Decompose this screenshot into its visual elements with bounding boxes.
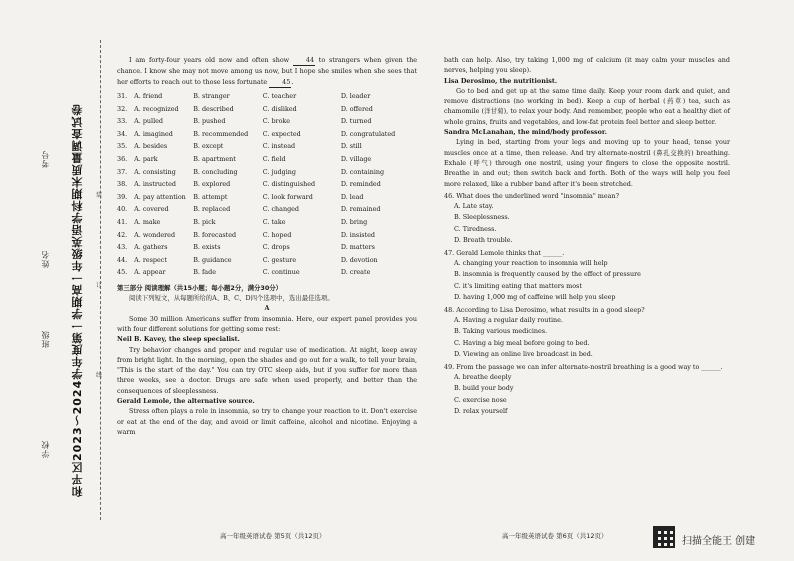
option-a: A. consisting — [134, 167, 176, 176]
speaker-3-text: Go to bed and get up at the same time daily. Keep your room dark and quiet, and remove distractions (no working in bed). Keep a cup of herbal (药草) tea, such as chamomile (洋甘菊), to relax your body. And remember, people who eat a healthy diet of whole grains, fruits and vegetables, and low-fat protein feel better and sleep better. — [444, 86, 730, 126]
option-c: C. disliked — [262, 104, 297, 113]
qn-label: 37. — [117, 167, 128, 176]
option-row — [117, 266, 417, 279]
option-b: B. pick — [193, 217, 216, 226]
option-c: C. take — [262, 217, 286, 226]
option-b: B. stranger — [193, 92, 230, 101]
option-c: C. continue — [262, 268, 300, 277]
option-b: B. attempt — [193, 192, 228, 201]
qr-code-icon — [653, 526, 675, 548]
qn-label: 35. — [117, 142, 128, 151]
blank-45: 45 — [269, 77, 291, 88]
option-row — [117, 254, 417, 267]
cut-mark-3: 线 — [96, 372, 103, 379]
option-a: A. make — [134, 217, 161, 226]
speaker-2-text: Stress often plays a role in insomnia, so try to change your reaction to it. Don't exercise or eat at the end of the day, and avoid or limit caffeine, alcohol and nicotine. Enjoying a warm — [117, 407, 417, 436]
answer-option: D. relax yourself — [454, 406, 508, 415]
answer-option: D. Breath trouble. — [454, 235, 513, 244]
option-b: B. replaced — [193, 205, 231, 214]
class-label: 班级 — [41, 330, 50, 348]
passage-label: A — [264, 304, 270, 313]
question-stem: 47. Gerald Lemole thinks that ______. — [444, 248, 565, 257]
option-row — [117, 216, 417, 229]
option-d: D. matters — [340, 243, 375, 252]
answer-option: C. Tiredness. — [454, 224, 497, 233]
question-stem: 46. What does the underlined word "insomnia" mean? — [444, 191, 619, 200]
page-5-footer: 高一年级英语试卷 第5页（共12页） — [220, 532, 326, 540]
option-a: A. park — [134, 155, 158, 163]
qn-label: 40. — [117, 205, 128, 214]
option-c: C. hoped — [262, 230, 292, 239]
option-a: A. respect — [134, 255, 167, 264]
exam-title: 和平区2023～2024学年度第一学期高一年级英语学科期末质量调查试卷 — [71, 103, 84, 497]
reading-questions — [444, 191, 730, 417]
option-b: B. exists — [193, 243, 221, 252]
passage-intro: Some 30 million Americans suffer from insomnia. Here, our expert panel provides you with four different solutions for getting some rest: — [117, 314, 417, 333]
option-c: C. changed — [262, 205, 300, 214]
option-d: D. devotion — [340, 255, 378, 264]
option-d: D. lead — [340, 192, 364, 201]
option-d: D. remained — [340, 205, 381, 214]
option-a: A. pulled — [134, 117, 163, 126]
option-a: A. gathers — [134, 243, 168, 252]
option-row — [117, 191, 417, 204]
qn-label: 31. — [117, 92, 128, 101]
section-title: 第三部分 阅读理解（共15小题；每小题2分，满分30分） — [117, 283, 283, 292]
option-b: B. explored — [193, 180, 231, 189]
option-d: D. village — [340, 155, 372, 163]
option-row — [117, 115, 417, 128]
option-a: A. appear — [134, 268, 166, 277]
answer-option: A. Having a regular daily routine. — [454, 316, 563, 325]
option-a: A. friend — [134, 92, 163, 101]
option-row — [117, 178, 417, 191]
speaker-3-name: Lisa Derosimo, the nutritionist. — [444, 76, 558, 85]
scanner-watermark: 扫描全能王 创建 — [682, 536, 756, 547]
option-b: B. fade — [193, 268, 216, 277]
question-stem: 48. According to Lisa Derosimo, what results in a good sleep? — [444, 305, 645, 314]
option-c: C. field — [262, 155, 286, 163]
binding-margin — [0, 0, 110, 561]
option-a: A. pay attention — [134, 192, 186, 201]
option-d: D. bring — [340, 217, 368, 226]
section-instruction: 阅读下列短文，从每题所给的A、B、C、D四个选项中，选出最佳选项。 — [129, 294, 334, 303]
option-d: D. still — [340, 142, 362, 151]
speaker-4-text: Lying in bed, starting from your legs and moving up to your head, tense your muscles once at a time, then release. And try alternate-nostril (鼻孔交换的) breathing. Exhale (呼气) through one nostril, using your fingers to close the opposite nostril. Breathe in and out; then switch back and forth. Both of the ways will help you feel more relaxed, like a rubber band after it's been stretched. — [444, 138, 730, 188]
qn-label: 39. — [117, 192, 128, 201]
speaker-1-text: Try behavior changes and proper and regular use of medication. At night, keep away from bright light. In the morning, open the shades and go out for a walk, to tell your brain, "This is the start of the day." You can try OTC sleep aids, but if you suffer for more than three weeks, see a doctor. Drugs are safe when used properly, and better than the consequences of sleeplessness. — [117, 345, 417, 395]
option-row — [117, 90, 417, 103]
option-row — [117, 165, 417, 178]
option-b: B. pushed — [193, 117, 226, 126]
page-6-column — [444, 55, 730, 417]
cloze-options — [117, 90, 417, 279]
answer-option: D. Viewing an online live broadcast in bed. — [454, 349, 593, 358]
option-c: C. teacher — [262, 92, 297, 101]
qn-label: 41. — [117, 217, 128, 226]
option-a: A. besides — [134, 142, 168, 151]
option-d: D. reminded — [340, 180, 381, 189]
answer-option: D. having 1,000 mg of caffeine will help you sleep — [454, 292, 616, 301]
answer-option: A. changing your reaction to insomnia will help — [454, 259, 608, 268]
option-d: D. leader — [340, 92, 371, 101]
exam-number-label: 考号 — [41, 150, 50, 168]
option-row — [117, 140, 417, 153]
cut-mark-2: 订 — [96, 282, 103, 289]
answer-option: B. Sleeplessness. — [454, 213, 510, 222]
answer-option: C. exercise nose — [454, 395, 507, 404]
answer-option: C. it's limiting eating that matters most — [454, 281, 582, 290]
speaker-1-name: Neil B. Kavey, the sleep specialist. — [117, 335, 240, 344]
option-c: C. look forward — [262, 192, 313, 201]
option-d: D. offered — [340, 104, 373, 113]
answer-option: C. Having a big meal before going to bed. — [454, 338, 590, 347]
answer-option: A. Late stay. — [454, 202, 494, 211]
cut-mark-1: 装 — [96, 192, 103, 199]
option-d: D. insisted — [340, 230, 375, 239]
answer-option: B. insomnia is frequently caused by the effect of pressure — [454, 270, 641, 279]
blank-44: 44 — [293, 55, 315, 66]
option-c: C. judging — [262, 167, 296, 176]
option-c: C. gesture — [262, 255, 297, 264]
page-6-footer: 高一年级英语试卷 第6页（共12页） — [502, 532, 608, 540]
qn-label: 36. — [117, 155, 128, 163]
option-d: D. congratulated — [340, 129, 396, 138]
option-b: B. forecasted — [193, 230, 237, 239]
cloze-ending: I am forty-four years old now and often show 44 to strangers when given the chance. I know she may not move among us now, but I hope she smiles when she sees that her efforts to reach out to those less fortunate 45. — [117, 55, 417, 88]
question-stem: 49. From the passage we can infer alternate-nostril breathing is a good way to ______. — [444, 363, 723, 371]
continued-text: bath can help. Also, try taking 1,000 mg of calcium (it may calm your muscles and nerves, helping you sleep). — [444, 56, 730, 75]
option-row — [117, 128, 417, 141]
option-b: B. recommended — [193, 129, 249, 138]
qn-label: 38. — [117, 180, 128, 189]
option-d: D. turned — [340, 117, 372, 126]
name-label: 姓名 — [41, 250, 50, 268]
option-b: B. guidance — [193, 255, 232, 264]
option-b: B. concluding — [193, 167, 238, 176]
qn-label: 33. — [117, 117, 128, 126]
answer-option: B. Taking various medicines. — [454, 327, 548, 336]
option-b: B. apartment — [193, 155, 236, 163]
option-c: C. broke — [262, 117, 291, 126]
page-5-column — [117, 55, 417, 437]
option-b: B. described — [193, 104, 234, 113]
qn-label: 32. — [117, 104, 128, 113]
option-d: D. containing — [340, 167, 385, 176]
qn-label: 45. — [117, 268, 128, 277]
option-c: C. instead — [262, 142, 296, 151]
option-row — [117, 241, 417, 254]
option-row — [117, 102, 417, 115]
option-d: D. create — [340, 268, 371, 277]
option-a: A. wondered — [134, 230, 176, 239]
option-row — [117, 203, 417, 216]
option-a: A. recognized — [134, 104, 179, 113]
option-a: A. covered — [134, 205, 169, 214]
answer-option: A. breathe deeply — [454, 373, 512, 382]
qn-label: 43. — [117, 243, 128, 252]
qn-label: 44. — [117, 255, 128, 264]
speaker-4-name: Sandra McLanahan, the mind/body professor. — [444, 128, 607, 137]
option-c: C. expected — [262, 129, 301, 138]
option-row — [117, 228, 417, 241]
option-a: A. imagined — [134, 129, 173, 138]
option-b: B. except — [193, 142, 224, 151]
answer-option: B. build your body — [454, 384, 514, 393]
option-c: C. drops — [262, 243, 290, 252]
qn-label: 42. — [117, 230, 128, 239]
option-row — [117, 153, 417, 166]
qn-label: 34. — [117, 129, 128, 138]
option-c: C. distinguished — [262, 180, 316, 189]
option-a: A. instructed — [134, 180, 177, 189]
speaker-2-name: Gerald Lemole, the alternative source. — [117, 397, 255, 406]
school-label: 学校 — [41, 440, 50, 458]
